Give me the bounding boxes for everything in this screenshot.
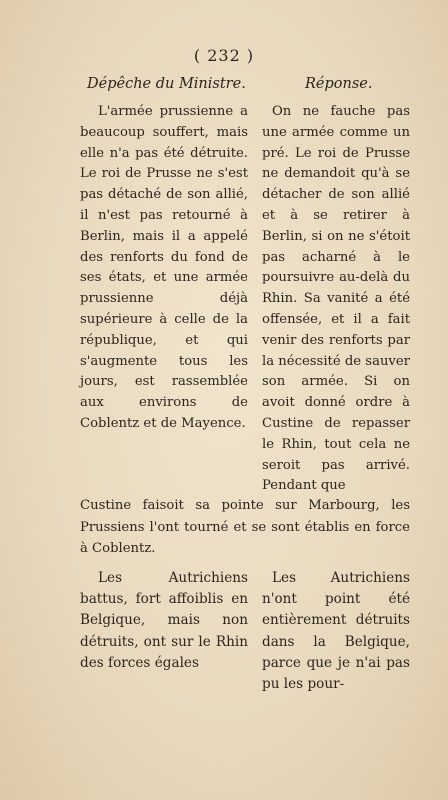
reponse-paragraph-1 [262, 102, 410, 497]
page-number: ( 232 ) [193, 46, 255, 65]
right-column-heading: Réponse. [305, 76, 373, 92]
paragraph-text: Les Autrichiens n'ont point été entièrement détruits dans la Belgique, parce que je n'ai pas pu les pour- [262, 570, 410, 693]
paragraph-text: On ne fauche pas une armée comme un pré. Le roi de Prusse ne demandoit qu'à se détacher de son allié et à se retirer à Berlin, si on ne s'étoit pas acharné à le poursuivre au-delà du Rhin. Sa vanité a été offensée, et il a fait venir des renforts par la nécessité de sauver son armée. Si on avoit donné ordre à Custine de repasser le Rhin, tout cela ne seroit pas arrivé. Pendant que [262, 104, 410, 494]
left-column-heading: Dépêche du Ministre. [87, 76, 246, 92]
paragraph-text: L'armée prussienne a beaucoup souffert, mais elle n'a pas été détruite. Le roi de Prusse ne s'est pas détaché de son allié, il n'est pas retourné à Berlin, mais il a appelé des renforts du fond de ses états, et une armée prussienne déjà supérieure à celle de la république, et qui s'augmente tous les jours, est rassemblée aux environs de Coblentz et de Mayence. [80, 104, 248, 431]
ministre-paragraph-2 [80, 568, 248, 674]
reponse-paragraph-1-continuation: Custine faisoit sa pointe sur Marbourg, les Prussiens l'ont tourné et se sont établis en force à Coblentz. [80, 498, 410, 556]
reponse-paragraph-2 [262, 568, 410, 695]
ministre-paragraph-1 [80, 102, 248, 435]
paragraph-text: Les Autrichiens battus, fort affoiblis en Belgique, mais non détruits, ont sur le Rhin des forces égales [80, 570, 248, 671]
